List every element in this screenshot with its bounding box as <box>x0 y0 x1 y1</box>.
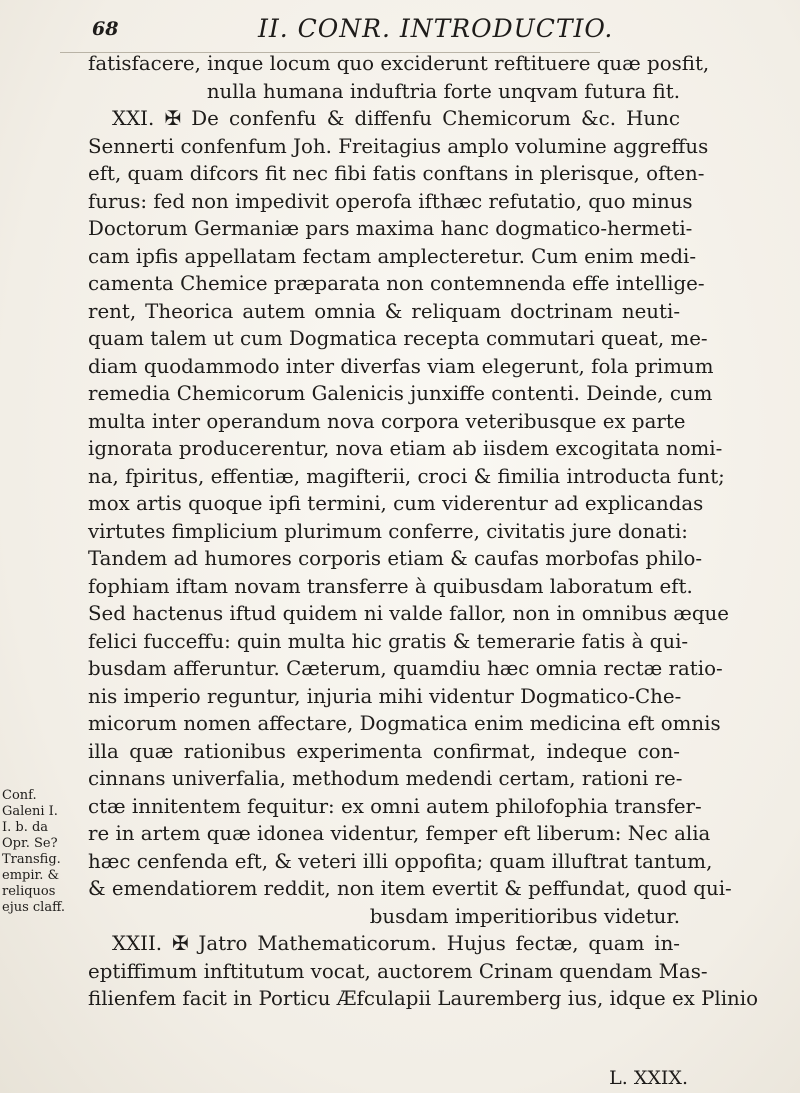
page-number: 68 <box>92 18 119 40</box>
margin-note-line: Opr. Se? <box>2 836 58 851</box>
text-line: rent, Theorica autem omnia & reliquam doctrinam neuti- <box>88 299 680 323</box>
body-text <box>88 50 759 1013</box>
text-line: diam quodammodo inter diverfas viam elegerunt, fola primum <box>88 354 714 378</box>
text-line: nis imperio reguntur, injuria mihi videntur Dogmatico-Che- <box>88 684 682 708</box>
text-line: furus: fed non impedivit operofa ifthæc refutatio, quo minus <box>88 189 693 213</box>
text-line: eft, quam difcors fit nec fibi fatis conftans in plerisque, often- <box>88 162 705 185</box>
text-line: re in artem quæ idonea videntur, femper eft liberum: Nec alia <box>88 822 711 845</box>
text-line: Tandem ad humores corporis etiam & caufas morbofas philo- <box>88 547 703 570</box>
margin-note-line: ejus claff. <box>2 900 65 915</box>
margin-note-line: Transfig. <box>2 852 61 867</box>
text-line: remedia Chemicorum Galenicis junxiffe contenti. Deinde, cum <box>88 382 713 405</box>
text-line: & emendatiorem reddit, non item evertit & peffundat, quod qui- <box>88 877 732 900</box>
text-line: fophiam iftam novam transferre à quibusdam laboratum eft. <box>88 574 693 598</box>
text-line: illa quæ rationibus experimenta confirmat, indeque con- <box>88 739 680 763</box>
text-line: ignorata producerentur, nova etiam ab iisdem excogitata nomi- <box>88 437 723 460</box>
text-line: XXII. ✠ Jatro Mathematicorum. Hujus fectæ, quam in- <box>112 932 680 955</box>
text-line: na, fpiritus, effentiæ, magifterii, croci & fimilia introducta funt; <box>88 464 725 488</box>
text-line: nulla humana induftria forte unqvam futura fit. <box>206 79 680 103</box>
margin-note-line: I. b. da <box>2 820 49 835</box>
page-header <box>0 10 800 50</box>
text-line: busdam afferuntur. Cæterum, quamdiu hæc omnia rectæ ratio- <box>88 657 723 680</box>
text-line: cinnans univerfalia, methodum medendi certam, rationi re- <box>88 767 683 790</box>
text-line: quam talem ut cum Dogmatica recepta commutari queat, me- <box>88 327 708 350</box>
catchword: L. XXIX. <box>609 1067 688 1089</box>
margin-note-line: empir. & <box>2 868 60 883</box>
text-line: Sennerti confenfum Joh. Freitagius amplo volumine aggreffus <box>88 134 709 158</box>
text-line: hæc cenfenda eft, & veteri illi oppofita; quam illuftrat tantum, <box>88 849 713 873</box>
text-line: cam ipfis appellatam fectam amplecteretur. Cum enim medi- <box>88 244 697 268</box>
margin-note-line: Galeni I. <box>2 804 58 819</box>
margin-note <box>0 788 88 916</box>
text-line: Doctorum Germaniæ pars maxima hanc dogmatico-hermeti- <box>88 217 693 240</box>
text-line: eptiffimum inftitutum vocat, auctorem Crinam quendam Mas- <box>88 959 708 983</box>
margin-note-line: Conf. <box>2 788 37 803</box>
text-line: Sed hactenus iftud quidem ni valde fallor, non in omnibus æque <box>88 602 729 625</box>
text-line: camenta Chemice præparata non contemnenda effe intellige- <box>88 272 705 295</box>
margin-note-line: reliquos <box>2 884 56 899</box>
text-line: micorum nomen affectare, Dogmatica enim medicina eft omnis <box>88 712 721 735</box>
text-line: fatisfacere, inque locum quo exciderunt reftituere quæ posfit, <box>88 52 710 75</box>
text-line: felici fucceffu: quin multa hic gratis & temerarie fatis à qui- <box>88 629 689 653</box>
text-line: filienfem facit in Porticu Æfculapii Lauremberg ius, idque ex Plinio <box>88 987 759 1010</box>
text-line: mox artis quoque ipfi termini, cum viderentur ad explicandas <box>88 492 704 515</box>
text-line: multa inter operandum nova corpora veteribusque ex parte <box>88 409 686 433</box>
text-line: XXI. ✠ De confenfu & diffenfu Chemicorum &c. Hunc <box>112 107 680 130</box>
text-line: busdam imperitioribus videtur. <box>369 904 680 928</box>
text-line: ctæ innitentem fequitur: ex omni autem philofophia transfer- <box>88 794 702 818</box>
text-line: virtutes fimplicium plurimum conferre, civitatis jure donati: <box>88 519 688 543</box>
running-head: II. CONR. INTRODUCTIO. <box>258 14 614 43</box>
